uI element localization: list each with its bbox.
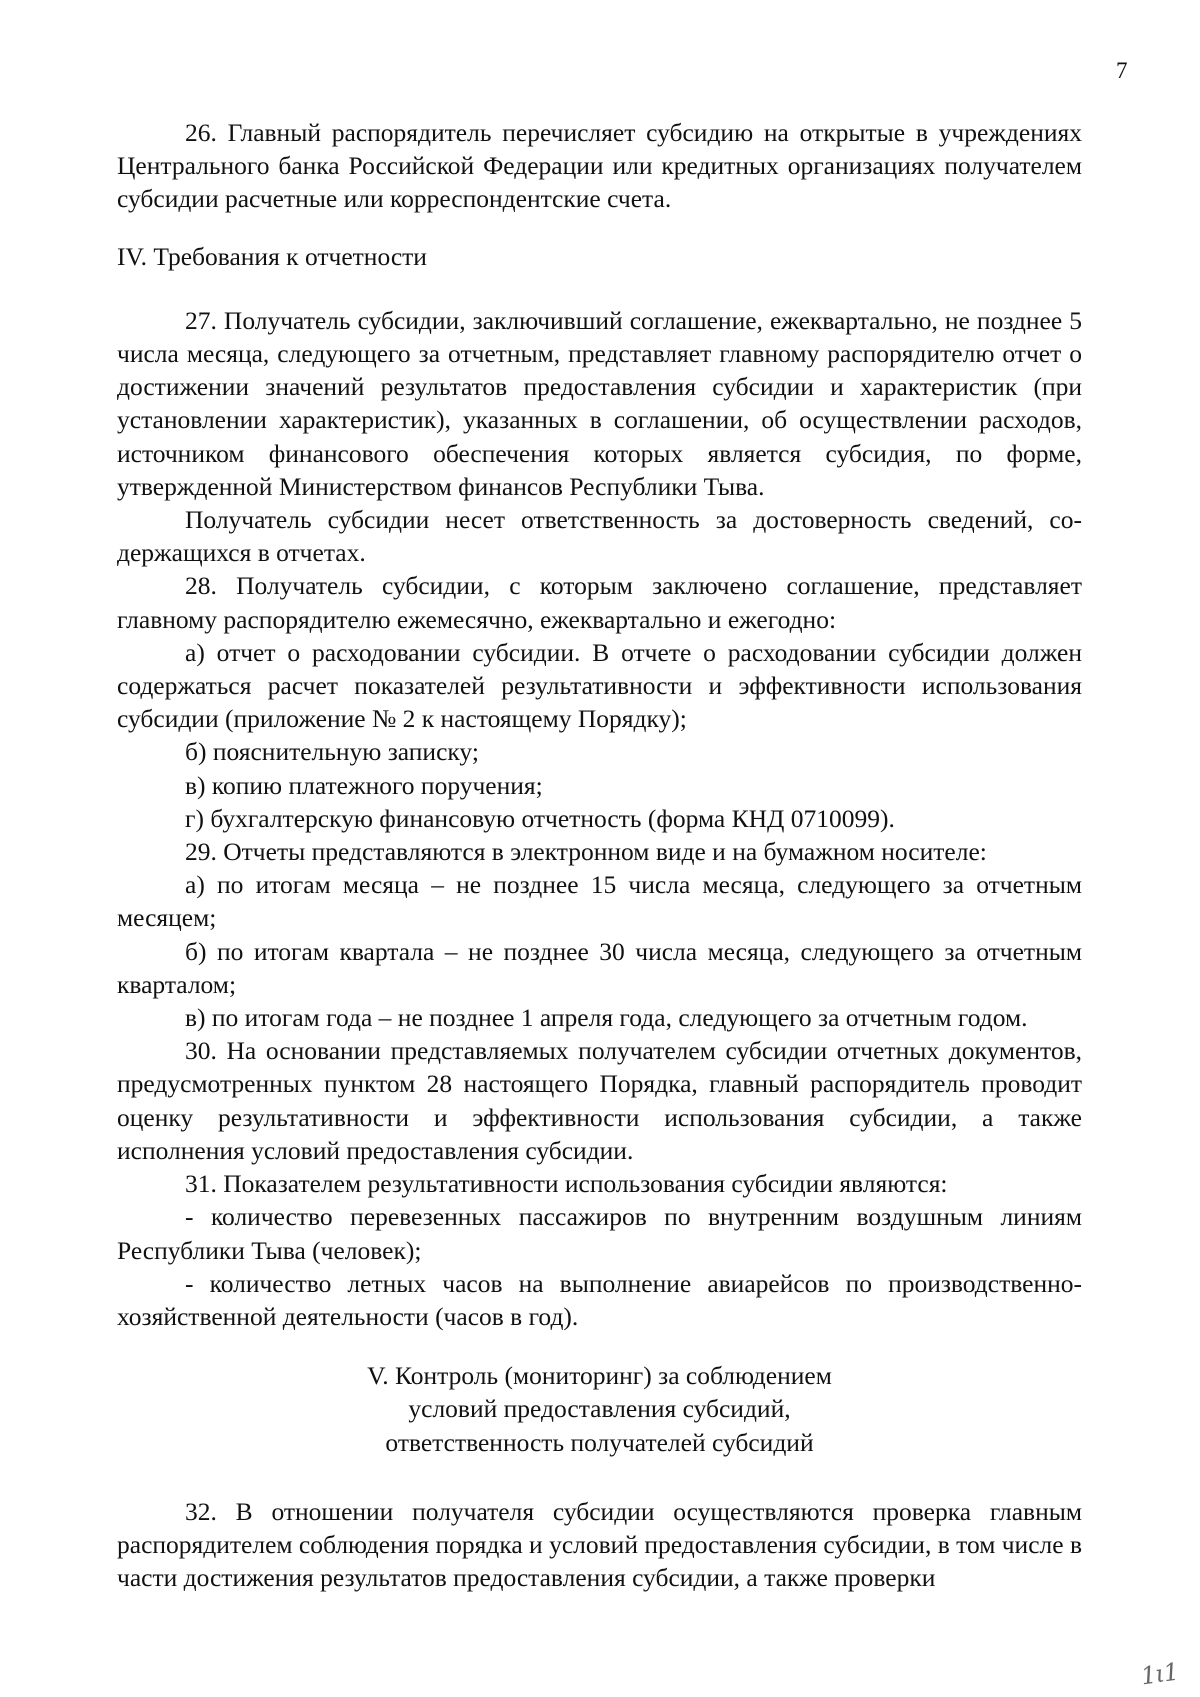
paragraph-31-passengers: - количество перевезенных пассажиров по внутренним воздушным линиям Республики Тыва (человек); [117, 1202, 1082, 1265]
paragraph-31: 31. Показателем результативности использования субсидии являются: [185, 1169, 948, 1199]
paragraph-29-b: б) по итогам квартала – не позднее 30 числа месяца, следующего за отчетным кварталом; [117, 936, 1082, 999]
paragraph-27: 27. Получатель субсидии, заключивший соглашение, ежеквартально, не позднее 5 числа месяца, следующего за отчетным, представляет главному распорядителю отчет о достижении значений результатов предоставления субсидии и характеристик (при установлении характеристик), указанных в соглашении, об осуществлении расходов, источником финансового обеспечения которых является субсидия, по форме, утвержденной Министерством финансов Республики Тыва. [117, 305, 1082, 501]
paragraph-28-a: а) отчет о расходовании субсидии. В отчете о расходовании субсидии должен содержаться расчет показателей результативности и эффективности использования субсидии (приложение № 2 к настоящему Порядку); [117, 637, 1082, 734]
page-number: 7 [1116, 58, 1128, 83]
section-5-title [117, 1359, 1082, 1459]
paragraph-31-flight-hours: - количество летных часов на выполнение авиарейсов по производственно-хозяйственной деятельности (часов в год). [117, 1268, 1082, 1331]
document-body [117, 116, 1082, 1594]
section-4-title: IV. Требования к отчетности [117, 241, 427, 271]
paragraph-28-b: б) пояснительную записку; [185, 737, 479, 767]
paragraph-28: 28. Получатель субсидии, с которым заключено соглашение, представляет главному распорядителю ежемесячно, ежеквартально и ежегодно: [117, 571, 1082, 634]
paragraph-29-a: а) по итогам месяца – не позднее 15 числа месяца, следующего за отчетным месяцем; [117, 870, 1082, 933]
section-5-title-line-2: условий предоставления субсидий, [408, 1394, 791, 1424]
paragraph-28-c: в) копию платежного поручения; [185, 770, 543, 800]
paragraph-29: 29. Отчеты представляются в электронном виде и на бумажном носителе: [185, 837, 987, 867]
paragraph-26: 26. Главный распорядитель перечисляет субсидию на открытые в учреждениях Центрального банка Российской Федерации или кредитных организациях получателем субсидии расчетные или корреспондентские счета. [117, 118, 1082, 214]
section-5-title-line-1: V. Контроль (мониторинг) за соблюдением [367, 1361, 832, 1391]
paragraph-30: 30. На основании представляемых получателем субсидии отчетных документов, предусмотренных пунктом 28 настоящего Порядка, главный распорядитель проводит оценку результативности и эффективности использования субсидии, а также исполнения условий предоставления субсидии. [117, 1036, 1082, 1165]
paragraph-27-responsibility: Получатель субсидии несет ответственность за достоверность сведений, содержащихся в отчетах. [117, 505, 1082, 568]
paragraph-32: 32. В отношении получателя субсидии осуществляются проверка главным распорядителем соблюдения порядка и условий предоставления субсидии, в том числе в части достижения результатов предоставления субсидии, а также проверки [117, 1496, 1082, 1593]
paragraph-29-c: в) по итогам года – не позднее 1 апреля года, следующего за отчетным годом. [185, 1003, 1028, 1033]
handwritten-mark: 1ι1 [1139, 1657, 1180, 1691]
paragraph-28-d: г) бухгалтерскую финансовую отчетность (форма КНД 0710099). [185, 803, 895, 833]
section-5-title-line-3: ответственность получателей субсидий [385, 1427, 814, 1457]
